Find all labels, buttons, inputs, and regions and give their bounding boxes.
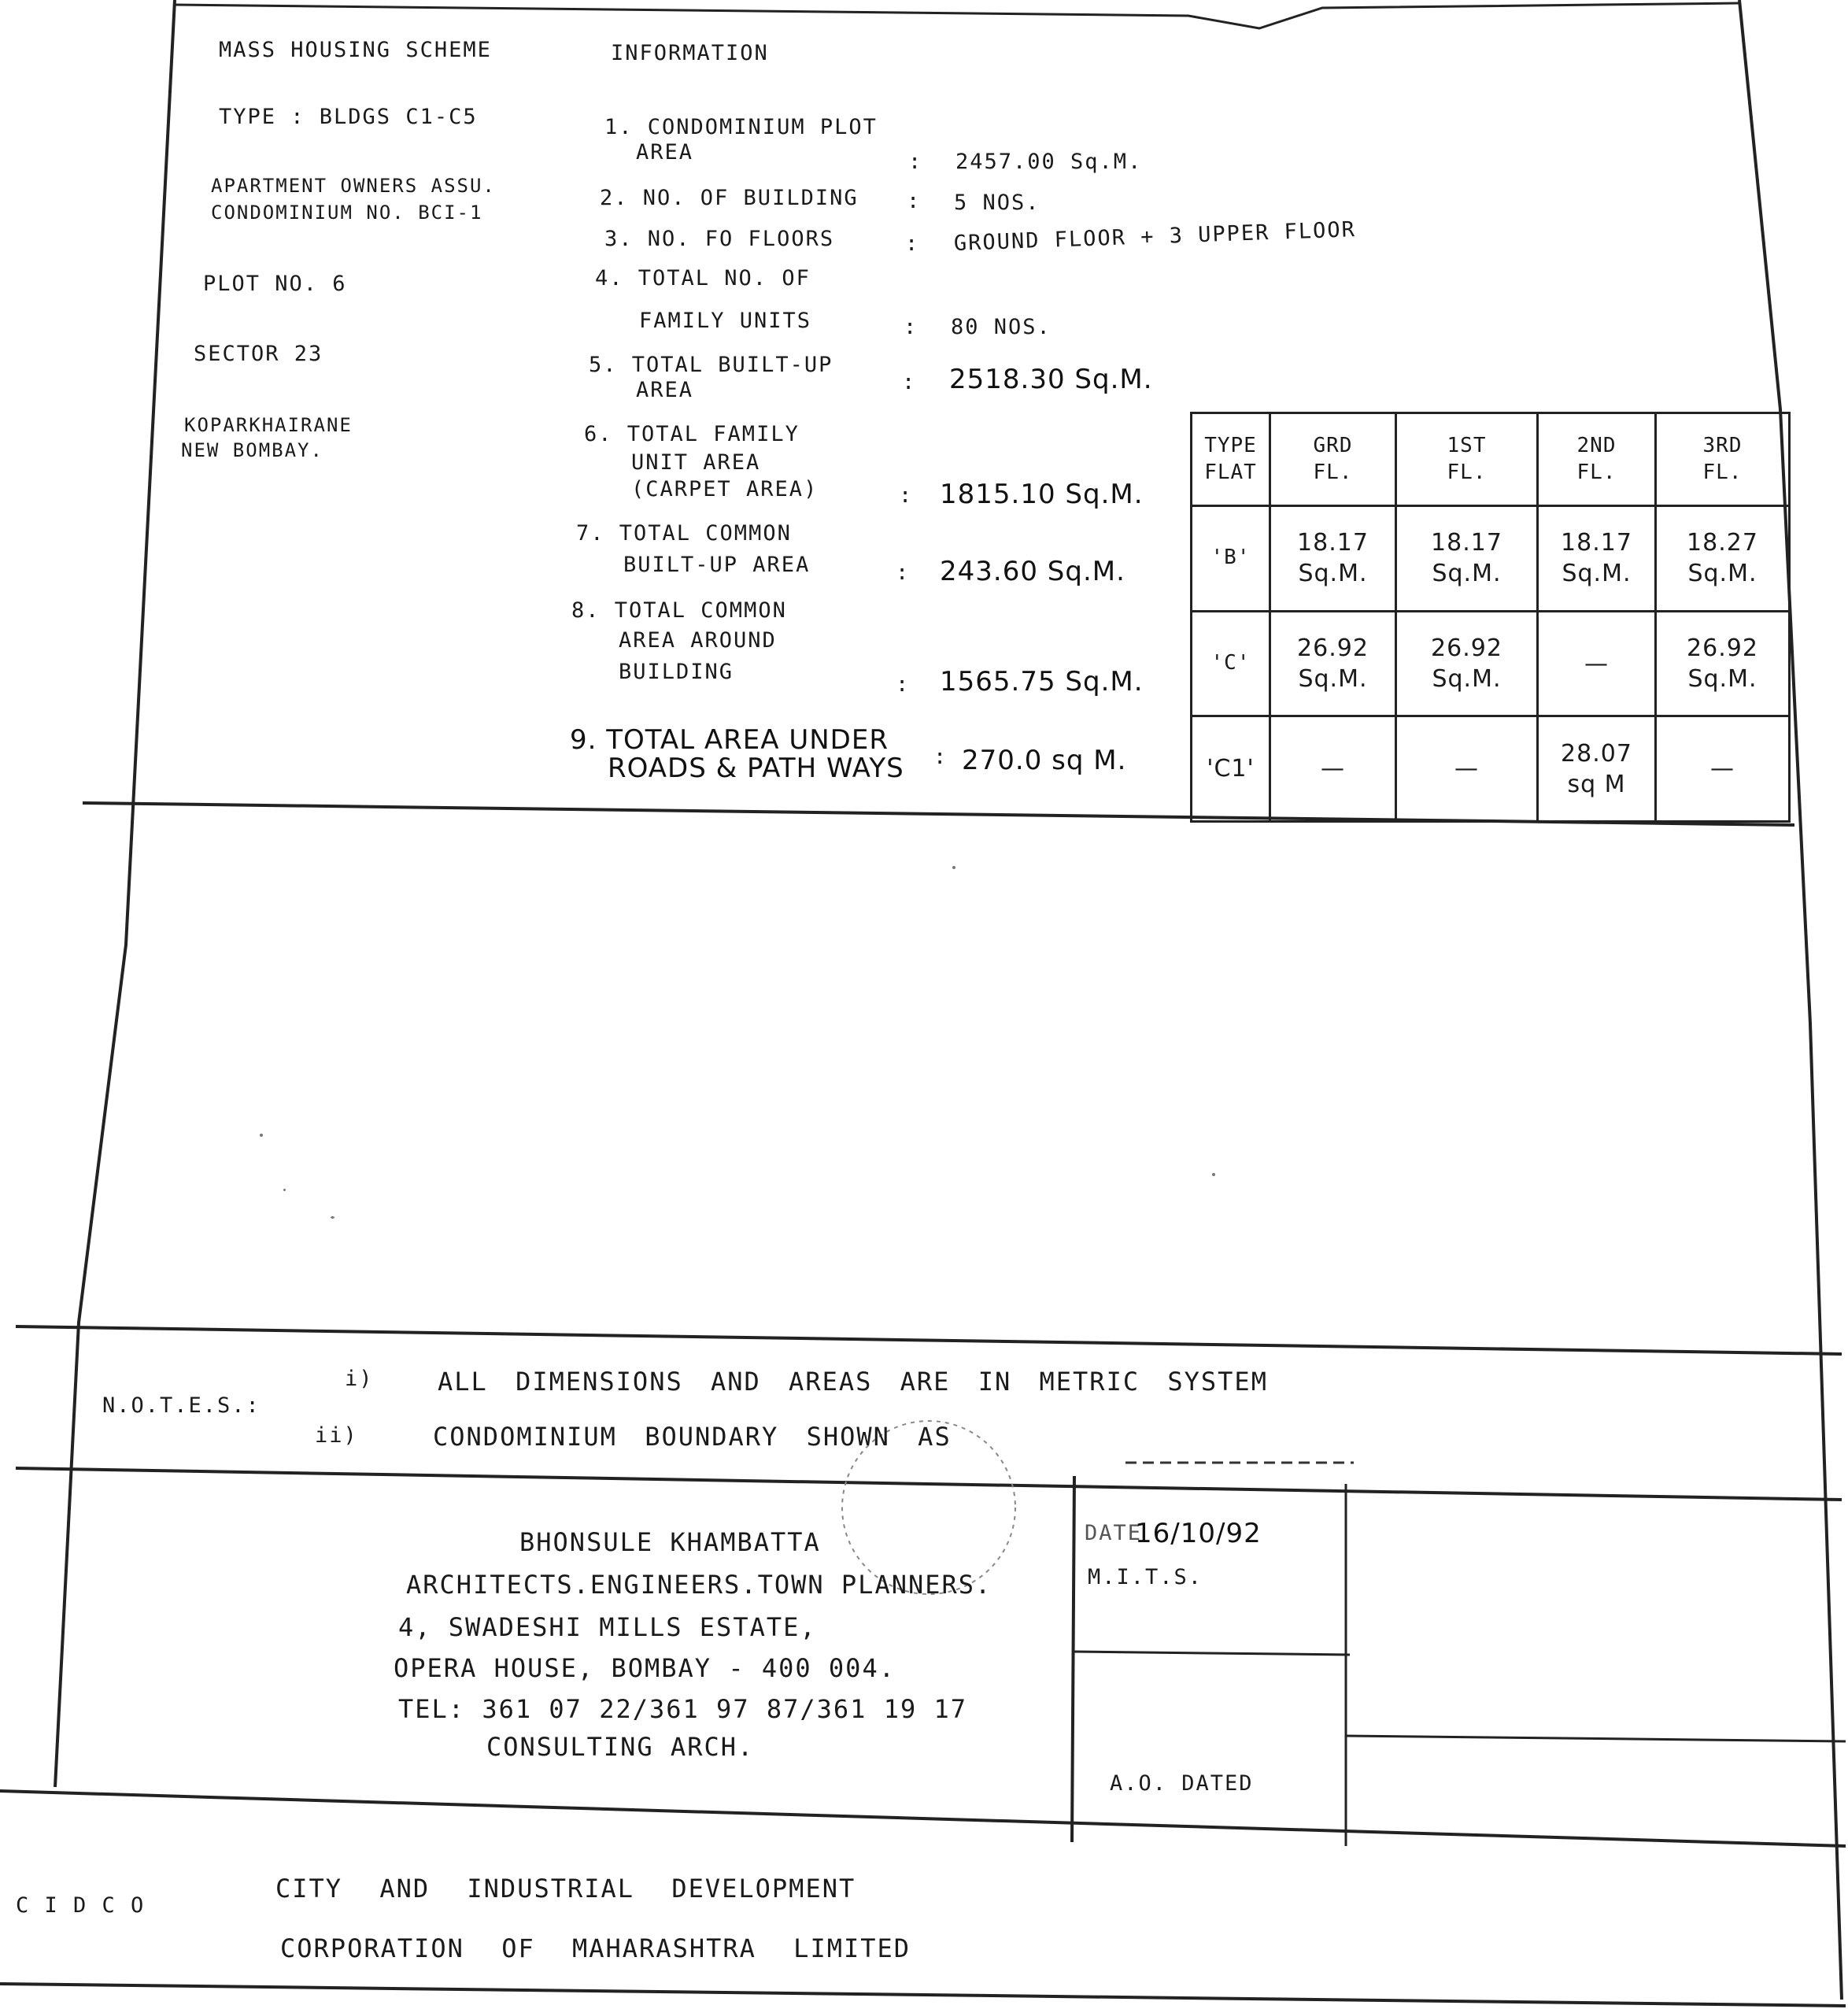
item-2-value: 5 NOS. [954,191,1040,215]
table-cell: 26.92 Sq.M. [1270,611,1396,716]
architect-profession: ARCHITECTS.ENGINEERS.TOWN PLANNERS. [406,1570,992,1600]
table-cell: 26.92 Sq.M. [1656,611,1790,716]
note-1-number: i) [345,1367,374,1391]
table-row [1192,506,1790,612]
information-heading: INFORMATION [611,41,769,65]
table-cell: 18.17 Sq.M. [1538,506,1656,612]
note-1-text: ALL DIMENSIONS AND AREAS ARE IN METRIC SYSTEM [438,1367,1268,1397]
table-row [1192,611,1790,716]
plot-number: PLOT NO. 6 [203,272,347,296]
table-cell: — [1538,611,1656,716]
item-1-label-2: AREA [636,140,694,165]
item-5-value: 2518.30 Sq.M. [949,364,1153,395]
note-2-number: ii) [315,1423,358,1448]
item-8-label-2: AREA AROUND [619,628,777,653]
corporation-line2: CORPORATION OF MAHARASHTRA LIMITED [280,1933,911,1963]
corporation-line1: CITY AND INDUSTRIAL DEVELOPMENT [275,1874,856,1904]
mits-label: M.I.T.S. [1088,1565,1203,1589]
location-line1: KOPARKHAIRANE [184,414,353,436]
scan-speck [283,1189,286,1191]
header-third-floor: 3RD FL. [1656,413,1790,506]
table-cell: 18.27 Sq.M. [1656,506,1790,612]
row-type-c1: 'C1' [1192,716,1270,822]
item-1-value: 2457.00 Sq.M. [955,150,1143,174]
item-2-sep: : [907,189,922,213]
scheme-title: MASS HOUSING SCHEME [219,38,492,62]
note-2-text: CONDOMINIUM BOUNDARY SHOWN AS [433,1422,952,1452]
association-line1: APARTMENT OWNERS ASSU. [211,175,496,197]
item-7-sep: : [896,561,911,585]
approval-dated: A.O. DATED [1110,1771,1254,1796]
table-cell: 18.17 Sq.M. [1396,506,1538,612]
item-3-value: GROUND FLOOR + 3 UPPER FLOOR [953,217,1357,256]
date-label: DATE [1085,1521,1143,1545]
table-cell: — [1396,716,1538,822]
notes-label: N.O.T.E.S.: [102,1393,261,1418]
item-4-value: 80 NOS. [951,315,1052,339]
architect-name: BHONSULE KHAMBATTA [519,1527,821,1557]
item-8-value: 1565.75 Sq.M. [940,666,1144,697]
item-5-label-1: 5. TOTAL BUILT-UP [589,353,833,377]
item-3-sep: : [905,231,920,256]
header-type-flat: TYPE FLAT [1192,413,1270,506]
table-cell: 18.17 Sq.M. [1270,506,1396,612]
item-2-label-1: 2. NO. OF BUILDING [600,186,859,210]
item-3-label-1: 3. NO. FO FLOORS [604,227,835,251]
cidco-mark: C I D C O [16,1893,146,1918]
architect-address-1: 4, SWADESHI MILLS ESTATE, [398,1612,817,1642]
row-type-b: 'B' [1192,506,1270,612]
item-8-label-1: 8. TOTAL COMMON [571,598,787,623]
item-8-label-3: BUILDING [619,660,734,684]
item-7-label-1: 7. TOTAL COMMON [576,521,792,546]
item-9-label-2: ROADS & PATH WAYS [608,753,904,784]
item-6-label-3: (CARPET AREA) [631,477,819,501]
header-second-floor: 2ND FL. [1538,413,1656,506]
table-cell: — [1270,716,1396,822]
item-9-label-1: 9. TOTAL AREA UNDER [570,724,889,756]
item-6-label-1: 6. TOTAL FAMILY [584,422,800,446]
table-cell: 28.07 sq M [1538,716,1656,822]
architect-address-2: OPERA HOUSE, BOMBAY - 400 004. [394,1653,896,1683]
item-5-sep: : [902,370,917,394]
architect-role: CONSULTING ARCH. [486,1732,755,1762]
scan-speck [331,1216,334,1219]
item-1-sep: : [908,150,923,174]
location-line2: NEW BOMBAY. [181,439,323,461]
scan-speck [1212,1173,1215,1176]
flat-area-table [1190,412,1791,823]
row-type-c: 'C' [1192,611,1270,716]
header-first-floor: 1ST FL. [1396,413,1538,506]
item-7-label-2: BUILT-UP AREA [623,553,811,577]
header-ground-floor: GRD FL. [1270,413,1396,506]
item-9-value: 270.0 sq M. [962,745,1127,776]
architect-phone: TEL: 361 07 22/361 97 87/361 19 17 [398,1694,968,1724]
item-8-sep: : [896,672,911,697]
item-4-sep: : [904,315,918,339]
table-cell: 26.92 Sq.M. [1396,611,1538,716]
item-9-sep: : [933,745,948,769]
table-row [1192,716,1790,822]
date-value: 16/10/92 [1135,1518,1262,1549]
item-5-label-2: AREA [636,378,694,402]
item-6-value: 1815.10 Sq.M. [940,479,1144,510]
item-7-value: 243.60 Sq.M. [940,556,1125,587]
building-type: TYPE : BLDGS C1-C5 [219,105,478,129]
scan-speck [260,1134,263,1137]
sector: SECTOR 23 [194,342,323,366]
item-6-sep: : [899,483,914,508]
item-1-label-1: 1. CONDOMINIUM PLOT [604,115,878,139]
table-cell: — [1656,716,1790,822]
scan-speck [952,866,955,869]
item-4-label-2: FAMILY UNITS [639,309,812,333]
item-6-label-2: UNIT AREA [631,450,761,475]
table-header-row [1192,413,1790,506]
item-4-label-1: 4. TOTAL NO. OF [595,266,811,290]
association-line2: CONDOMINIUM NO. BCI-1 [211,202,483,224]
